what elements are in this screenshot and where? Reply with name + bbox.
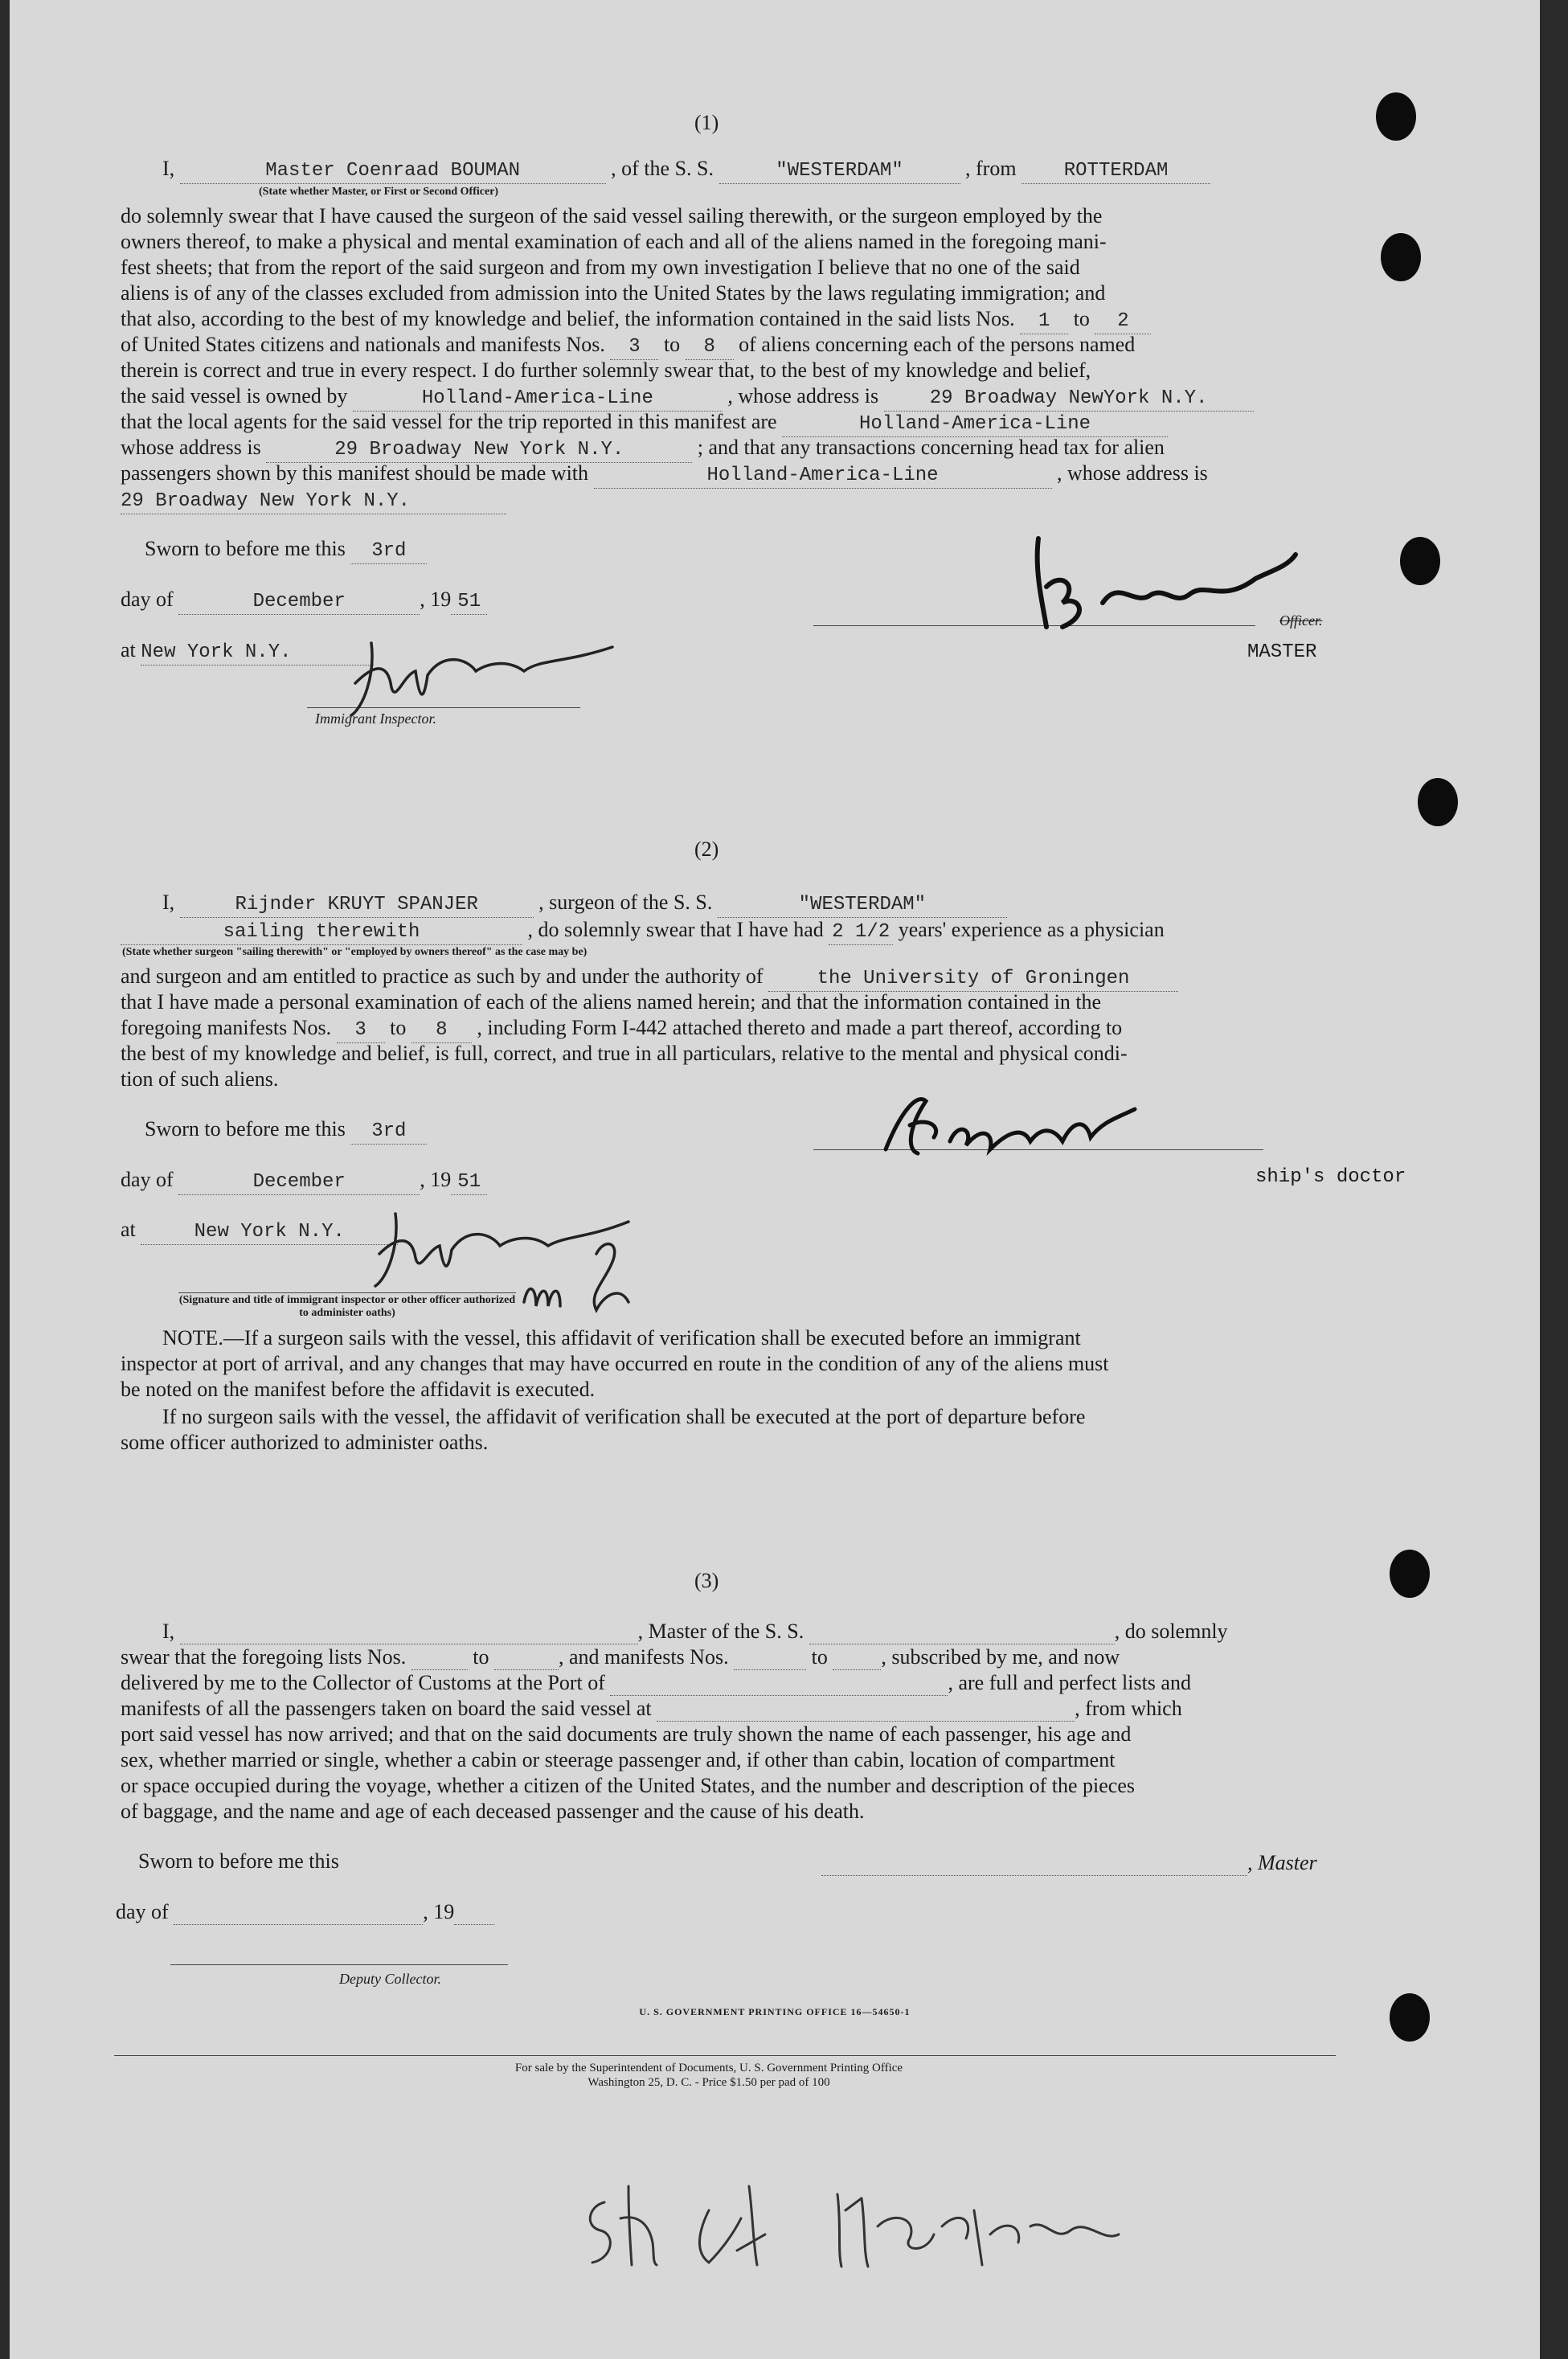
section-1-number: (1) xyxy=(694,111,719,134)
s3-year-field xyxy=(454,1900,494,1925)
owner-field: Holland-America-Line xyxy=(353,387,723,412)
oath-officer-caption: (Signature and title of immigrant inspector or other officer authorized to administer oaths) xyxy=(178,1294,516,1319)
lists-to-field: 2 xyxy=(1095,309,1151,334)
s1-date-line: day of December , 19 51 xyxy=(121,588,487,615)
manifests-from-field: 3 xyxy=(610,335,658,360)
s3-master-name-field xyxy=(180,1620,638,1644)
authority-field: the University of Groningen xyxy=(768,967,1178,992)
s1-place-line: at New York N.Y. xyxy=(121,638,374,666)
s3-line: sex, whether married or single, whether a cabin or steerage passenger and, if other than cabin, location of compartment xyxy=(121,1748,1116,1771)
s1-sworn-line: Sworn to before me this 3rd xyxy=(145,537,427,564)
s2-sworn-line: Sworn to before me this 3rd xyxy=(145,1117,427,1145)
s3-manifests-to xyxy=(833,1645,881,1670)
s1-sworn-day: 3rd xyxy=(350,539,427,564)
s1-month: December xyxy=(178,590,420,615)
deputy-caption: Deputy Collector. xyxy=(339,1971,441,1987)
s3-lists-to xyxy=(494,1645,559,1670)
s3-date-line: day of , 19 xyxy=(116,1900,494,1925)
officer-typed-title: MASTER xyxy=(1247,641,1317,663)
note-line: NOTE.—If a surgeon sails with the vessel, this affidavit of verification shall be executed before an immigrant xyxy=(162,1326,1081,1349)
s1-headtax-address xyxy=(121,487,506,514)
doctor-signature xyxy=(862,1077,1151,1182)
s3-lists-line: swear that the foregoing lists Nos. to , and manifests Nos. to , subscribed by me, and now xyxy=(121,1645,1120,1669)
s2-place-line: at New York N.Y. xyxy=(121,1218,398,1245)
s1-year: 51 xyxy=(451,590,487,615)
owner-address-field: 29 Broadway NewYork N.Y. xyxy=(884,387,1254,412)
s3-vessel-field xyxy=(809,1620,1115,1644)
s2-manifests-to: 8 xyxy=(411,1018,472,1043)
s1-agents-line: that the local agents for the said vessel for the trip reported in this manifest are Holland-America-Line xyxy=(121,410,1168,437)
years-experience-field: 2 1/2 xyxy=(829,920,893,945)
s3-line: or space occupied during the voyage, whether a citizen of the United States, and the number and description of the pieces xyxy=(121,1774,1136,1797)
s1-line: do solemnly swear that I have caused the surgeon of the said vessel sailing therewith, or the surgeon employed by the xyxy=(121,204,1103,227)
s3-master-line: I, , Master of the S. S. , do solemnly xyxy=(162,1620,1228,1643)
headtax-agent-field: Holland-America-Line xyxy=(594,464,1052,489)
s2-manifests-from: 3 xyxy=(337,1018,385,1043)
s2-year: 51 xyxy=(451,1170,487,1195)
s3-line: port said vessel has now arrived; and that on the said documents are truly shown the name of each passenger, his age and xyxy=(121,1722,1132,1746)
master-signature xyxy=(1014,506,1304,643)
sailing-status-field: sailing therewith xyxy=(121,920,522,945)
s1-master-line: I, Master Coenraad BOUMAN , of the S. S. "WESTERDAM" , from ROTTERDAM xyxy=(162,157,1210,184)
s1-owner-line: the said vessel is owned by Holland-America-Line , whose address is 29 Broadway NewYork N.Y. xyxy=(121,384,1254,412)
note-line: If no surgeon sails with the vessel, the affidavit of verification shall be executed at the port of departure before xyxy=(162,1405,1086,1428)
footer-rule xyxy=(114,2055,1336,2056)
s2-manifests-line: foregoing manifests Nos. 3 to 8 , including Form I-442 attached thereto and made a part thereof, according to xyxy=(121,1016,1122,1043)
s2-line: that I have made a personal examination of each of the aliens named herein; and that the information contained in the xyxy=(121,990,1102,1014)
s1-line: aliens is of any of the classes excluded from admission into the United States by the laws regulating immigration; and xyxy=(121,281,1106,305)
ships-doctor-title: ship's doctor xyxy=(1255,1166,1406,1188)
s3-lists-from xyxy=(411,1645,468,1670)
s2-authority-line: and surgeon and am entitled to practice as such by and under the authority of the University of Groningen xyxy=(121,964,1178,992)
vessel-name-field: "WESTERDAM" xyxy=(719,159,960,184)
s2-place: New York N.Y. xyxy=(141,1220,398,1245)
gpo-imprint: U. S. GOVERNMENT PRINTING OFFICE 16—54650-1 xyxy=(639,2006,911,2017)
inspector-caption: Immigrant Inspector. xyxy=(315,711,436,727)
s3-month-field xyxy=(174,1900,423,1925)
s2-line: the best of my knowledge and belief, is full, correct, and true in all particulars, relative to the mental and physical condi- xyxy=(121,1042,1128,1065)
note-line: some officer authorized to administer oaths. xyxy=(121,1431,489,1454)
note-line: inspector at port of arrival, and any changes that may have occurred en route in the condition of any of the aliens must xyxy=(121,1352,1109,1375)
s2-sworn-day: 3rd xyxy=(350,1120,427,1145)
surgeon-name-field: Rijnder KRUYT SPANJER xyxy=(180,893,534,918)
s1-place: New York N.Y. xyxy=(141,641,374,666)
handwritten-annotation xyxy=(572,2162,1183,2283)
s3-manifests-from xyxy=(734,1645,806,1670)
headtax-address-field: 29 Broadway New York N.Y. xyxy=(121,489,506,514)
s3-port-line: delivered by me to the Collector of Customs at the Port of , are full and perfect lists and xyxy=(121,1671,1191,1694)
note-line: be noted on the manifest before the affidavit is executed. xyxy=(121,1378,596,1401)
s1-line: fest sheets; that from the report of the said surgeon and from my own investigation I believe that no one of the said xyxy=(121,256,1080,279)
punch-hole xyxy=(1381,233,1421,281)
s3-master-sign-line: , Master xyxy=(821,1851,1317,1876)
punch-hole xyxy=(1400,537,1440,585)
s2-date-line: day of December , 19 51 xyxy=(121,1168,487,1195)
punch-hole xyxy=(1376,92,1416,141)
s2-month: December xyxy=(178,1170,420,1195)
inspector-signature xyxy=(347,627,620,723)
s1-manifests-line: of United States citizens and nationals and manifests Nos. 3 to 8 of aliens concerning each of the persons named xyxy=(121,333,1135,360)
section-3-number: (3) xyxy=(694,1569,719,1592)
s3-port-field xyxy=(610,1671,948,1696)
s1-headtax-line: passengers shown by this manifest should be made with Holland-America-Line , whose address is xyxy=(121,461,1208,489)
master-state-note: (State whether Master, or First or Second Officer) xyxy=(259,186,499,198)
agents-field: Holland-America-Line xyxy=(782,412,1168,437)
master-name-field: Master Coenraad BOUMAN xyxy=(180,159,606,184)
s3-line: of baggage, and the name and age of each deceased passenger and the cause of his death. xyxy=(121,1800,865,1823)
deputy-signature-line xyxy=(170,1964,508,1965)
officer-caption: Officer. xyxy=(1279,612,1323,629)
s3-sworn-line: Sworn to before me this xyxy=(138,1849,339,1873)
sale-notice-1: For sale by the Superintendent of Documents, U. S. Government Printing Office xyxy=(514,2062,903,2074)
s3-boarding-line: manifests of all the passengers taken on board the said vessel at , from which xyxy=(121,1697,1182,1720)
s3-master-signature-field xyxy=(821,1851,1247,1876)
s2-surgeon-line: I, Rijnder KRUYT SPANJER , surgeon of the S. S. "WESTERDAM" xyxy=(162,891,1007,918)
s1-line: owners thereof, to make a physical and mental examination of each and all of the aliens named in the foregoing mani- xyxy=(121,230,1107,253)
manifests-to-field: 8 xyxy=(686,335,734,360)
departure-port-field: ROTTERDAM xyxy=(1021,159,1210,184)
surgeon-state-note: (State whether surgeon "sailing therewith" or "employed by owners thereof" as the case may be) xyxy=(122,946,587,958)
sale-notice-2: Washington 25, D. C. - Price $1.50 per pad of 100 xyxy=(587,2076,830,2089)
s1-line: therein is correct and true in every respect. I do further solemnly swear that, to the best of my knowledge and belief, xyxy=(121,358,1091,382)
section-2-number: (2) xyxy=(694,838,719,861)
s2-line: tion of such aliens. xyxy=(121,1067,279,1091)
s1-agents-address-line: whose address is 29 Broadway New York N.Y. ; and that any transactions concerning head tax for alien xyxy=(121,436,1165,463)
punch-hole xyxy=(1390,1550,1430,1598)
s1-lists-line: that also, according to the best of my knowledge and belief, the information contained in the said lists Nos. 1 to 2 xyxy=(121,307,1151,334)
s2-vessel-field: "WESTERDAM" xyxy=(718,893,1007,918)
lists-from-field: 1 xyxy=(1020,309,1068,334)
s2-sailing-line: sailing therewith , do solemnly swear that I have had 2 1/2 years' experience as a physician xyxy=(121,918,1165,945)
punch-hole xyxy=(1418,778,1458,826)
manifest-affidavit-page xyxy=(10,0,1540,2359)
inspector-signature xyxy=(363,1206,733,1326)
agents-address-field: 29 Broadway New York N.Y. xyxy=(266,438,692,463)
s3-boarding-port-field xyxy=(657,1697,1075,1722)
